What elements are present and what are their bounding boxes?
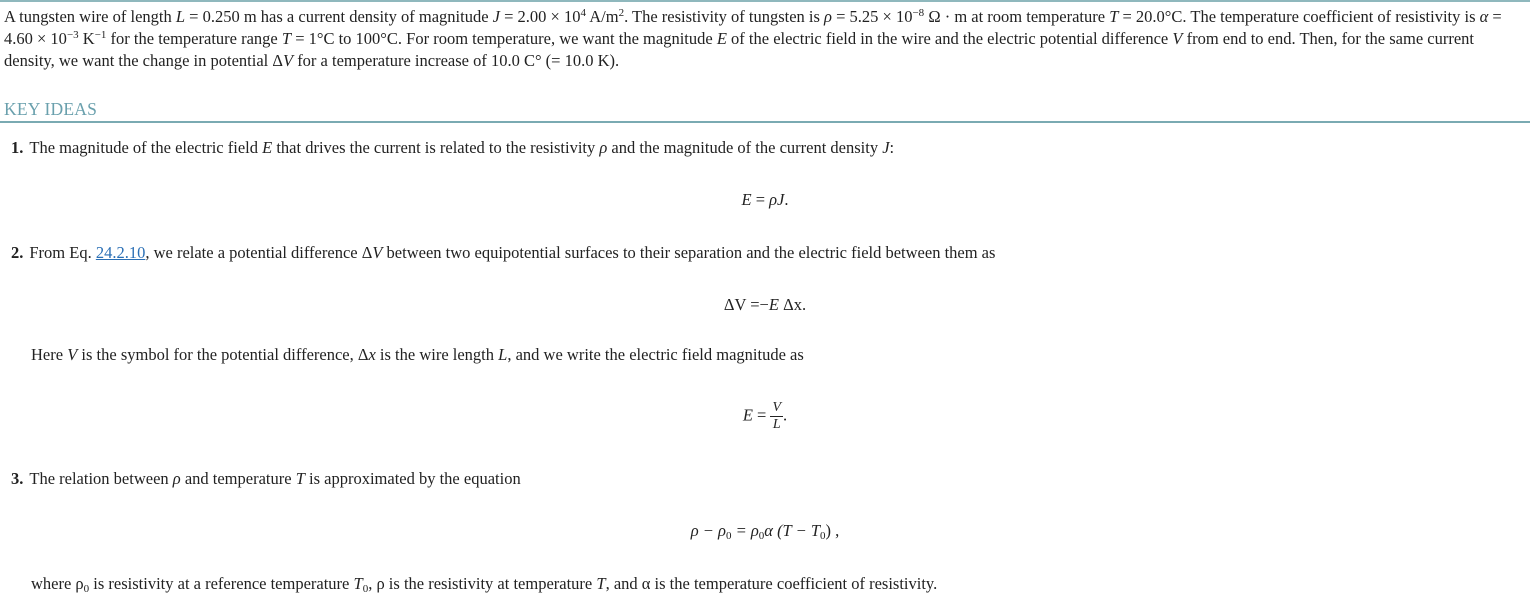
key-idea-2: 2. From Eq. 24.2.10, we relate a potential difference ΔV between two equipotential surfaces to their separation and the electric field between them as: [11, 243, 996, 262]
equation-2: ΔV =−E Δx.: [723, 295, 807, 314]
key-ideas-divider: [0, 121, 1530, 123]
key-idea-2-detail: Here V is the symbol for the potential difference, Δx is the wire length L, and we write the electric field magnitude as: [31, 345, 804, 364]
key-idea-3: 3. The relation between ρ and temperature T is approximated by the equation: [11, 469, 521, 488]
fraction: $\frac{V}{L}$: [772, 400, 782, 432]
equation-1: E = ρJ.: [741, 190, 789, 209]
equation-4: $\rho - \rho_0 = \rho_0\alpha$ $(T - T_0)$ ,: [690, 521, 840, 542]
key-ideas-heading: KEY IDEAS: [4, 99, 98, 119]
equation-3: E = $\frac{V}{L}$ .: [742, 400, 788, 432]
key-idea-3-detail: where $\rho_0$ is resistivity at a reference temperature $T_0$, ρ is the resistivity at temperature T, and α is the temperature coefficient of resistivity.: [31, 574, 938, 595]
problem-statement: A tungsten wire of length L = 0.250 m has a current density of magnitude $J = 2.00 \times 10^4$ $A/m^2$. The resistivity of tungsten is $\rho = 5.25 \times 10^{-8}$ Ω · m at room temperature T = 20.0°C. The temperature coefficient of resistivity is $\alpha = 4.60 \times 10^{-3}$ $K^{-1}$ for the temperature range T = 1°C to 100°C. For room temperature, we want the magnitude E of the electric field in the wire and the electric potential difference V from end to end. Then, for the same current density, we want the change in potential ΔV for a temperature increase of 10.0 C° (= 10.0 K).: [4, 7, 1502, 70]
equation-link[interactable]: 24.2.10: [95, 243, 146, 262]
key-idea-1: 1. The magnitude of the electric field E that drives the current is related to the resistivity ρ and the magnitude of the current density J:: [11, 138, 895, 157]
top-divider: [0, 0, 1530, 2]
